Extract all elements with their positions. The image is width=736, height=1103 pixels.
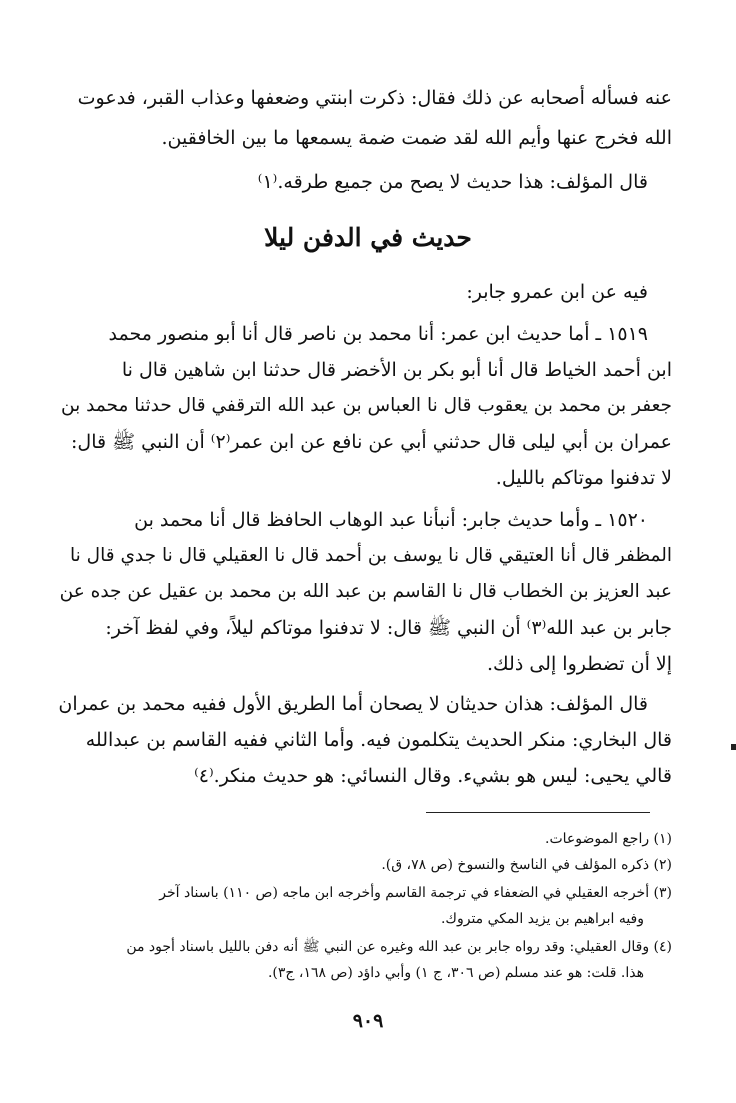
hadith-1520-line: عبد العزيز بن الخطاب قال نا القاسم بن عبد الله بن محمد بن عقيل عن جده عن — [60, 581, 672, 602]
footnote-line: (٤) وقال العقيلي: وقد رواه جابر بن عبد الله وغيره عن النبي ﷺ أنه دفن بالليل باسناد أجود من — [126, 939, 672, 955]
footnote-line: (٣) أخرجه العقيلي في الضعفاء في ترجمة القاسم وأخرجه ابن ماجه (ص ١١٠) باسناد آخر — [159, 885, 672, 901]
footnote-line: هذا. قلت: هو عند مسلم (ص ٣٠٦، ج ١) وأبي داؤد (ص ١٦٨، ج٣). — [267, 965, 644, 981]
hadith-1519-line: ١٥١٩ ـ أما حديث ابن عمر: أنا محمد بن ناصر قال أنا أبو منصور محمد — [108, 323, 648, 345]
text-line: الله فخرج عنها وأيم الله لقد ضمت ضمة يسمعها ما بين الخافقين. — [161, 127, 672, 149]
hadith-1519-line: لا تدفنوا موتاكم بالليل. — [495, 467, 672, 489]
hadith-1520-line: المظفر قال أنا العتيقي قال نا يوسف بن أحمد قال نا العقيلي قال نا جدي قال نا — [69, 545, 672, 566]
hadith-1519-line: جعفر بن محمد بن يعقوب قال نا العباس بن عبد الله الترقفي قال حدثنا محمد بن — [61, 395, 672, 416]
footnote-line: (٢) ذكره المؤلف في الناسخ والنسوخ (ص ٧٨، ق). — [381, 857, 672, 873]
author-commentary-line: قالي يحيى: ليس هو بشيء. وقال النسائي: هو حديث منكر.⁽٤⁾ — [194, 765, 672, 787]
section-intro: فيه عن ابن عمرو جابر: — [466, 281, 648, 303]
footnote-line: (١) راجع الموضوعات. — [545, 831, 672, 847]
author-commentary-line: قال المؤلف: هذان حديثان لا يصحان أما الطريق الأول ففيه محمد بن عمران — [58, 693, 648, 715]
text-line: عنه فسأله أصحابه عن ذلك فقال: ذكرت ابنتي وضعفها وعذاب القبر، فدعوت — [77, 87, 672, 109]
section-heading: حديث في الدفن ليلا — [264, 223, 472, 252]
author-commentary-line: قال البخاري: منكر الحديث يتكلمون فيه. وأما الثاني ففيه القاسم بن عبدالله — [85, 729, 672, 751]
author-remark: قال المؤلف: هذا حديث لا يصح من جميع طرقه.⁽١⁾ — [257, 171, 648, 193]
footnote-line: وفيه ابراهيم بن يزيد المكي متروك. — [440, 911, 644, 927]
hadith-1520-line: ١٥٢٠ ـ وأما حديث جابر: أنبأنا عبد الوهاب الحافظ قال أنا محمد بن — [134, 509, 648, 531]
page-number: ٩٠٩ — [352, 1010, 384, 1032]
hadith-1520-line: جابر بن عبد الله⁽٣⁾ أن النبي ﷺ قال: لا تدفنوا موتاكم ليلاً، وفي لفظ آخر: — [105, 617, 672, 639]
footnote-separator — [426, 812, 650, 813]
hadith-1519-line: ابن أحمد الخياط قال أنا أبو بكر بن الأخضر قال حدثنا ابن شاهين قال نا — [121, 359, 672, 381]
hadith-1519-line: عمران بن أبي ليلى قال حدثني أبي عن نافع عن ابن عمر⁽٢⁾ أن النبي ﷺ قال: — [71, 431, 672, 453]
scan-edge-mark — [731, 744, 736, 750]
hadith-1520-line: إلا أن تضطروا إلى ذلك. — [487, 653, 672, 675]
